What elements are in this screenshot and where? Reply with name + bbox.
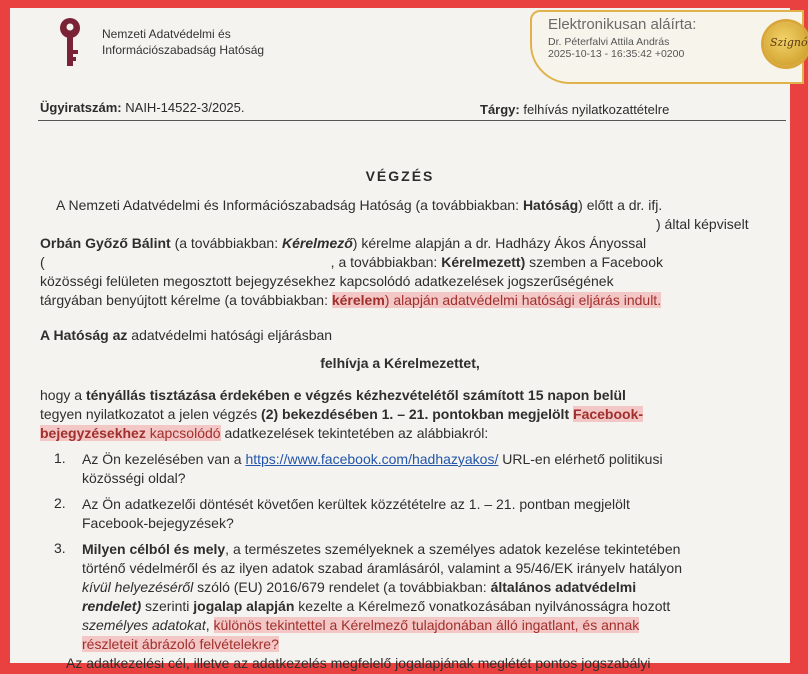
document-title: VÉGZÉS [365,168,435,184]
call-heading: felhívja a Kérelmezettet, [320,355,480,371]
item-1-line-1: Az Ön kezelésében van a https://www.facebook.com/hadhazyakos/ URL-en elérhető politikusi [82,451,663,467]
item-2-number: 2. [54,495,66,511]
item-3-line-3: kívül helyezéséről szóló (EU) 2016/679 rendelet (a továbbiakban: általános adatvédelmi [82,579,637,595]
item-3-line-1: Milyen célból és mely, a természetes személyeknek a személyes adatok kezelése tekintetében [82,541,681,557]
item-2-line-1: Az Ön adatkezelői döntését követően kerültek közzétételre az 1. – 21. pontban megjelölt [82,496,630,512]
key-logo-icon [52,16,88,68]
item-1-line-2: közösségi oldal? [82,470,186,486]
subject-line [480,102,669,117]
item-3-line-4: rendelet) szerinti jogalap alapján kezelte a Kérelmező vonatkozásában nyilvánosságra hozott [82,598,671,614]
intro-line-1: A Nemzeti Adatvédelmi és Információszabadság Hatóság (a továbbiakban: Hatóság) előtt a dr. ifj. [56,197,663,213]
signature-datetime: 2025-10-13 - 16:35:42 +0200 [548,48,685,60]
request-line-1: hogy a tényállás tisztázása érdekében e végzés kézhezvételétől számított 15 napon belül [40,387,626,403]
subject-label: Tárgy: [480,102,520,117]
item-3-line-6 [82,635,782,655]
intro-line-3: Orbán Győző Bálint (a továbbiakban: Kérelmező) kérelme alapján a dr. Hadházy Ákos Ányossal [40,235,647,251]
intro-line-2: ) által képviselt [656,216,749,232]
item-2-line-2: Facebook-bejegyzések? [82,515,234,531]
signature-seal-icon [764,22,808,66]
subject-text: felhívás nyilatkozattételre [523,102,670,117]
highlight-procedure: ) alapján adatvédelmi hatósági eljárás indult. [384,292,662,308]
case-number: NAIH-14522-3/2025. [125,100,245,115]
intro-line-5: közösségi felületen megosztott bejegyzésekhez kapcsolódó adatkezelések jogszerűségének [40,273,614,289]
signature-title: Elektronikusan aláírta: [548,16,697,33]
electronic-signature-box [530,10,808,84]
organization-name [102,26,264,58]
intro-line-4: ( , a továbbiakban: Kérelmezett) szemben a Facebook [40,254,663,270]
org-line-2: Információszabadság Hatóság [102,43,265,57]
item-3-line-2: történő védelméről és az ilyen adatok szabad áramlásáról, valamint a 95/46/EK irányelv hatályon [82,560,682,576]
request-line-2: tegyen nyilatkozatot a jelen végzés (2) bekezdésében 1. – 21. pontokban megjelölt Facebook- [40,406,644,422]
seal-text: Szignó [770,36,808,49]
highlight-bejegyzesekhez: bejegyzésekhez [40,425,146,441]
highlight-property: különös tekintettel a Kérelmező tulajdonában álló ingatlant, és annak [213,617,640,633]
signer-name: Dr. Péterfalvi Attila András [548,36,670,48]
highlight-facebook: Facebook- [573,406,644,422]
org-line-1: Nemzeti Adatvédelmi és [102,27,231,41]
case-label: Ügyiratszám: [40,100,122,115]
facebook-url-link[interactable]: https://www.facebook.com/hadhazyakos/ [245,451,499,467]
document-page [10,8,808,671]
highlight-recordings: részleteit ábrázoló felvételekre? [82,636,279,652]
intro-line-6: tárgyában benyújtott kérelme (a továbbiakban: kérelem) alapján adatvédelmi hatósági eljárás indult. [40,292,662,308]
case-number-line [40,100,245,115]
item-1-number: 1. [54,450,66,466]
header-divider [38,120,786,121]
authority-line: A Hatóság az adatvédelmi hatósági eljárásban [40,327,333,343]
highlight-kerelem: kérelem [331,292,385,308]
request-line-3: bejegyzésekhez kapcsolódó adatkezelések tekintetében az alábbiakról: [40,425,489,441]
final-line: Az adatkezelési cél, illetve az adatkezelés megfelelő jogalapjának meglétét pontos jogszabályi [66,655,651,671]
item-3-line-5: személyes adatokat, különös tekintettel a Kérelmező tulajdonában álló ingatlant, és annak [82,617,640,633]
item-3-number: 3. [54,540,66,556]
